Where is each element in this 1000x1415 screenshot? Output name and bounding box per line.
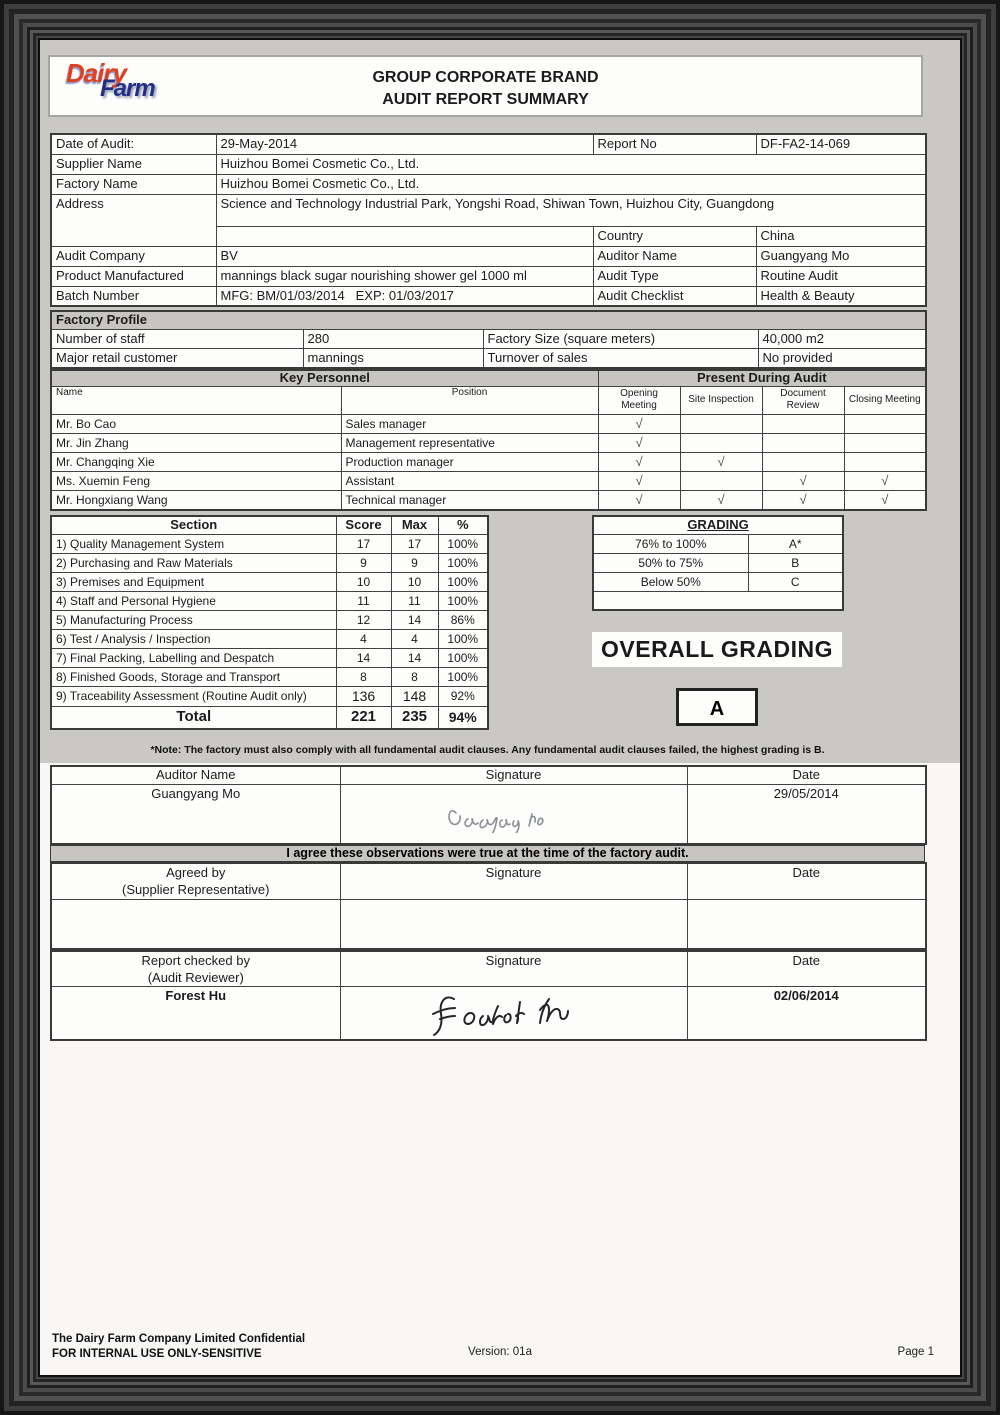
audit-report-page (40, 40, 960, 1375)
score-row (51, 686, 488, 706)
auditor-name-value: Guangyang Mo (756, 246, 926, 266)
section-pct: 100% (438, 534, 488, 553)
score-row (51, 610, 488, 629)
report-no-value: DF-FA2-14-069 (756, 134, 926, 154)
col-header-document-review: Document Review (762, 386, 844, 414)
audit-info-table (50, 133, 925, 307)
factory-name-label: Factory Name (51, 174, 216, 194)
agreed-by-table (50, 862, 925, 950)
score-row (51, 553, 488, 572)
reviewer-date: 02/06/2014 (687, 987, 926, 1040)
report-header (48, 55, 923, 117)
factory-size-value: 40,000 m2 (758, 329, 926, 348)
table-row (51, 370, 926, 386)
date-header: Date (687, 951, 926, 987)
report-checked-label-line2: (Audit Reviewer) (147, 970, 244, 985)
col-header-opening-meeting: Opening Meeting (598, 386, 680, 414)
report-title-line1: GROUP CORPORATE BRAND (372, 69, 599, 86)
agreed-by-date-cell (687, 899, 926, 949)
personnel-position: Sales manager (341, 414, 598, 433)
score-row (51, 667, 488, 686)
score-row (51, 572, 488, 591)
table-row (51, 987, 926, 1040)
site-check: √ (680, 452, 762, 471)
section-pct: 100% (438, 667, 488, 686)
col-header-closing-meeting: Closing Meeting (844, 386, 926, 414)
table-row (51, 784, 926, 844)
report-checked-header (51, 951, 340, 987)
section-score: 9 (336, 553, 391, 572)
section-max: 8 (391, 667, 438, 686)
supplier-name-label: Supplier Name (51, 154, 216, 174)
audit-company-label: Audit Company (51, 246, 216, 266)
personnel-name: Mr. Bo Cao (51, 414, 341, 433)
table-row (51, 134, 926, 154)
personnel-position: Management representative (341, 433, 598, 452)
factory-profile-title: Factory Profile (51, 311, 926, 329)
grading-grade: A* (748, 534, 843, 553)
signature-header: Signature (340, 951, 687, 987)
grading-range: 50% to 75% (593, 553, 748, 572)
signature-header: Signature (340, 863, 687, 899)
grading-note: *Note: The factory must also comply with all fundamental audit clauses. Any fundamental audit clauses failed, the highest grading is B. (150, 744, 825, 756)
closing-check (844, 433, 926, 452)
section-pct: 100% (438, 648, 488, 667)
section-pct: 100% (438, 572, 488, 591)
section-pct: 100% (438, 553, 488, 572)
personnel-row (51, 490, 926, 510)
score-row (51, 534, 488, 553)
auditor-signoff-table (50, 765, 925, 845)
col-header-site-inspection: Site Inspection (680, 386, 762, 414)
personnel-position: Technical manager (341, 490, 598, 510)
address-label: Address (51, 194, 216, 246)
total-score: 221 (336, 706, 391, 729)
auditor-name-header: Auditor Name (51, 766, 340, 784)
grading-row (593, 553, 843, 572)
staff-value: 280 (303, 329, 483, 348)
section-name: 3) Premises and Equipment (51, 572, 336, 591)
col-header-score: Score (336, 516, 391, 534)
table-row (51, 348, 926, 368)
turnover-label: Turnover of sales (483, 348, 758, 368)
grading-empty-cell (593, 591, 843, 610)
personnel-name: Mr. Hongxiang Wang (51, 490, 341, 510)
table-row (51, 516, 488, 534)
factory-name-value: Huizhou Bomei Cosmetic Co., Ltd. (216, 174, 926, 194)
section-max: 17 (391, 534, 438, 553)
site-check: √ (680, 490, 762, 510)
section-name: 2) Purchasing and Raw Materials (51, 553, 336, 572)
personnel-row (51, 433, 926, 452)
closing-check (844, 452, 926, 471)
grading-empty-row (593, 591, 843, 610)
agreed-by-signature-cell (340, 899, 687, 949)
closing-check (844, 414, 926, 433)
table-row (51, 266, 926, 286)
agreement-statement-bar: I agree these observations were true at the time of the factory audit. (50, 845, 925, 862)
document-check: √ (762, 471, 844, 490)
agreed-by-label-line1: Agreed by (166, 865, 226, 880)
turnover-value: No provided (758, 348, 926, 368)
grading-title: GRADING (593, 516, 843, 534)
overall-grade-value: A (676, 688, 758, 726)
factory-size-label: Factory Size (square meters) (483, 329, 758, 348)
table-row (593, 516, 843, 534)
section-score: 17 (336, 534, 391, 553)
audit-type-value: Routine Audit (756, 266, 926, 286)
total-pct: 94% (438, 706, 488, 729)
section-score: 11 (336, 591, 391, 610)
col-header-pct: % (438, 516, 488, 534)
footer-version: Version: 01a (468, 1346, 532, 1358)
table-row (51, 194, 926, 226)
footer-internal-use-line: FOR INTERNAL USE ONLY-SENSITIVE (52, 1348, 262, 1360)
reviewer-signature-image (340, 987, 687, 1040)
section-pct: 100% (438, 629, 488, 648)
personnel-name: Mr. Changqing Xie (51, 452, 341, 471)
opening-check: √ (598, 471, 680, 490)
supplier-name-value: Huizhou Bomei Cosmetic Co., Ltd. (216, 154, 926, 174)
grading-range: 76% to 100% (593, 534, 748, 553)
document-check (762, 433, 844, 452)
site-check (680, 433, 762, 452)
section-score: 12 (336, 610, 391, 629)
personnel-row (51, 471, 926, 490)
opening-check: √ (598, 414, 680, 433)
footer-page-number: Page 1 (897, 1346, 934, 1358)
date-header: Date (687, 766, 926, 784)
key-personnel-title: Key Personnel (51, 370, 598, 386)
audit-company-value: BV (216, 246, 593, 266)
section-name: 9) Traceability Assessment (Routine Audit only) (51, 686, 336, 706)
agreed-by-label-line2: (Supplier Representative) (122, 882, 270, 897)
grading-range: Below 50% (593, 572, 748, 591)
score-row (51, 648, 488, 667)
section-name: 8) Finished Goods, Storage and Transport (51, 667, 336, 686)
auditor-name-label: Auditor Name (593, 246, 756, 266)
site-check (680, 414, 762, 433)
date-of-audit-value: 29-May-2014 (216, 134, 593, 154)
product-label: Product Manufactured (51, 266, 216, 286)
total-label: Total (51, 706, 336, 729)
personnel-name: Mr. Jin Zhang (51, 433, 341, 452)
section-score: 4 (336, 629, 391, 648)
agreed-by-header (51, 863, 340, 899)
section-max: 10 (391, 572, 438, 591)
logo-word-farm: Farm (100, 75, 155, 102)
section-score: 14 (336, 648, 391, 667)
staff-label: Number of staff (51, 329, 303, 348)
section-score: 8 (336, 667, 391, 686)
document-check (762, 414, 844, 433)
section-max: 4 (391, 629, 438, 648)
section-score: 10 (336, 572, 391, 591)
table-row (51, 286, 926, 306)
table-row (51, 899, 926, 949)
grading-grade: C (748, 572, 843, 591)
personnel-position: Assistant (341, 471, 598, 490)
report-title-line2: AUDIT REPORT SUMMARY (382, 91, 589, 108)
section-pct: 100% (438, 591, 488, 610)
table-row (51, 951, 926, 987)
section-pct: 92% (438, 686, 488, 706)
grading-table (592, 515, 842, 611)
table-row (51, 766, 926, 784)
table-row (51, 386, 926, 414)
section-name: 7) Final Packing, Labelling and Despatch (51, 648, 336, 667)
score-row (51, 629, 488, 648)
col-header-max: Max (391, 516, 438, 534)
factory-profile-table (50, 310, 925, 369)
score-row (51, 591, 488, 610)
date-header: Date (687, 863, 926, 899)
address-value: Science and Technology Industrial Park, Yongshi Road, Shiwan Town, Huizhou City, Guangdong (216, 194, 926, 226)
dairy-farm-logo (66, 58, 155, 102)
signature-header: Signature (340, 766, 687, 784)
section-max: 148 (391, 686, 438, 706)
col-header-name: Name (51, 386, 341, 414)
auditor-signoff-date: 29/05/2014 (687, 784, 926, 844)
opening-check: √ (598, 490, 680, 510)
opening-check: √ (598, 433, 680, 452)
table-row (51, 329, 926, 348)
section-name: 6) Test / Analysis / Inspection (51, 629, 336, 648)
product-value: mannings black sugar nourishing shower gel 1000 ml (216, 266, 593, 286)
document-check (762, 452, 844, 471)
total-max: 235 (391, 706, 438, 729)
agreed-by-name-cell (51, 899, 340, 949)
retail-customer-label: Major retail customer (51, 348, 303, 368)
address-empty-cell (216, 226, 593, 246)
table-row (51, 246, 926, 266)
section-pct: 86% (438, 610, 488, 629)
grading-row (593, 534, 843, 553)
closing-check: √ (844, 471, 926, 490)
section-max: 11 (391, 591, 438, 610)
auditor-signoff-name: Guangyang Mo (51, 784, 340, 844)
site-check (680, 471, 762, 490)
present-during-audit-title: Present During Audit (598, 370, 926, 386)
footer-company-line: The Dairy Farm Company Limited Confidential (52, 1333, 306, 1345)
col-header-position: Position (341, 386, 598, 414)
table-row (51, 154, 926, 174)
reviewer-name: Forest Hu (51, 987, 340, 1040)
section-scores-table (50, 515, 487, 730)
document-check: √ (762, 490, 844, 510)
table-row (51, 174, 926, 194)
report-checked-table (50, 950, 925, 1041)
col-header-section: Section (51, 516, 336, 534)
section-score: 136 (336, 686, 391, 706)
country-value: China (756, 226, 926, 246)
table-row (51, 311, 926, 329)
section-max: 9 (391, 553, 438, 572)
grading-row (593, 572, 843, 591)
table-row (51, 863, 926, 899)
report-no-label: Report No (593, 134, 756, 154)
section-name: 1) Quality Management System (51, 534, 336, 553)
closing-check: √ (844, 490, 926, 510)
logo-word-dairy: Dairy (66, 58, 127, 88)
personnel-row (51, 452, 926, 471)
overall-grading-label: OVERALL GRADING (592, 632, 842, 667)
personnel-position: Production manager (341, 452, 598, 471)
personnel-row (51, 414, 926, 433)
audit-checklist-label: Audit Checklist (593, 286, 756, 306)
opening-check: √ (598, 452, 680, 471)
report-checked-label-line1: Report checked by (141, 953, 250, 968)
batch-number-value: MFG: BM/01/03/2014 EXP: 01/03/2017 (216, 286, 593, 306)
audit-checklist-value: Health & Beauty (756, 286, 926, 306)
country-label: Country (593, 226, 756, 246)
section-name: 4) Staff and Personal Hygiene (51, 591, 336, 610)
audit-type-label: Audit Type (593, 266, 756, 286)
personnel-name: Ms. Xuemin Feng (51, 471, 341, 490)
section-max: 14 (391, 648, 438, 667)
total-row (51, 706, 488, 729)
date-of-audit-label: Date of Audit: (51, 134, 216, 154)
section-max: 14 (391, 610, 438, 629)
batch-number-label: Batch Number (51, 286, 216, 306)
key-personnel-table (50, 369, 925, 511)
grading-grade: B (748, 553, 843, 572)
auditor-signature-image (340, 784, 687, 844)
retail-customer-value: mannings (303, 348, 483, 368)
section-name: 5) Manufacturing Process (51, 610, 336, 629)
report-title (50, 57, 921, 111)
